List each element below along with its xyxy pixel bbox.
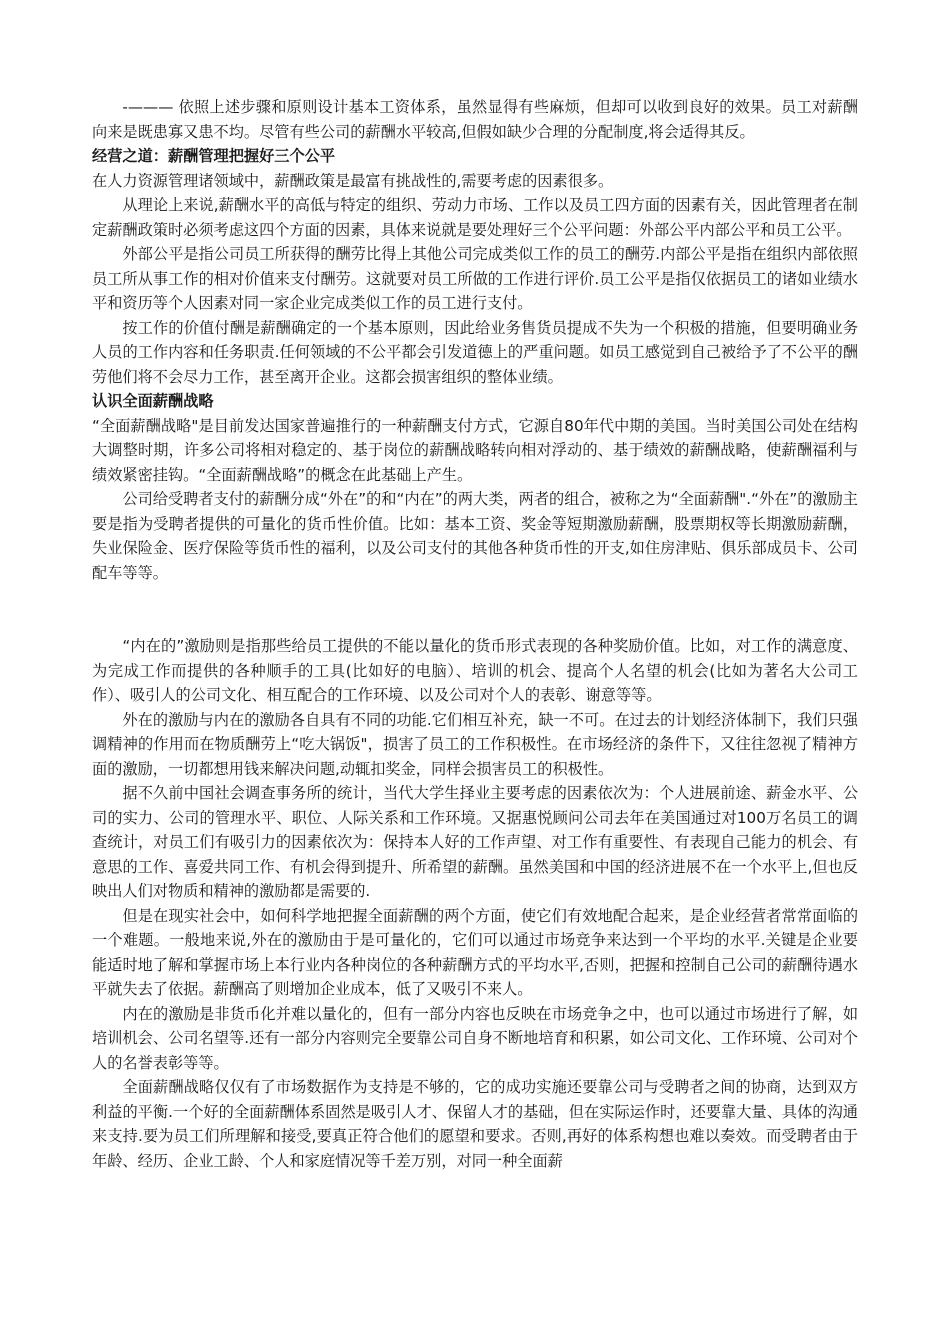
- paragraph-external-fair: 外部公平是指公司员工所获得的酬劳比得上其他公司完成类似工作的员工的酬劳.内部公平是指在组织内部依照员工所从事工作的相对价值来支付酬劳。这就要对员工所做的工作进行评价.员工公平是指仅依据员工的诸如业绩水平和资历等个人因素对同一家企业完成类似工作的员工进行支付。: [92, 245, 858, 312]
- blank-spacer: [92, 585, 858, 634]
- paragraph-pay-by-value: 按工作的价值付酬是薪酬确定的一个基本原则，因此给业务售货员提成不失为一个积极的措施，但要明确业务人员的工作内容和任务职责.任何领域的不公平都会引发道德上的严重问题。如员工感觉到自己被给予了不公平的酬劳他们将不会尽力工作，甚至离开企业。这都会损害组织的整体业绩。: [92, 318, 858, 386]
- paragraph-survey: 据不久前中国社会调查事务所的统计，当代大学生择业主要考虑的因素依次为：个人进展前途、薪金水平、公司的实力、公司的管理水平、职位、人际关系和工作环境。又据惠悦顾问公司去年在美国通过对100万名员工的调查统计，对员工们有吸引力的因素依次为：保持本人好的工作声望、对工作有重要性、有表现自己能力的机会、有意思的工作、喜爱共同工作、有机会得到提升、所希望的薪酬。虽然美国和中国的经济进展不在一个水平上,但也反映出人们对物质和精神的激励都是需要的.: [92, 784, 858, 900]
- paragraph-total-comp-def: “全面薪酬战略"是目前发达国家普遍推行的一种薪酬支付方式，它源自80年代中期的美国。当时美国公司处在结构大调整时期，许多公司将相对稳定的、基于岗位的薪酬战略转向相对浮动的、基于绩效的薪酬战略，使薪酬福利与绩效紧密挂钩。“全面薪酬战略”的概念在此基础上产生。: [92, 416, 858, 484]
- paragraph-hr-policy: 在人力资源管理诸领域中，薪酬政策是最富有挑战性的,需要考虑的因素很多。: [92, 171, 614, 190]
- paragraph-complementary: 外在的激励与内在的激励各自具有不同的功能.它们相互补充，缺一不可。在过去的计划经济体制下，我们只强调精神的作用而在物质酬劳上“吃大锅饭"，损害了员工的工作积极性。在市场经济的条件下，又往往忽视了精神方面的激励，一切都想用钱来解决问题,动辄扣奖金，同样会损害员工的积极性。: [92, 710, 858, 778]
- heading-total-comp: 认识全面薪酬战略: [92, 392, 214, 410]
- paragraph-negotiation: 全面薪酬战略仅仅有了市场数据作为支持是不够的，它的成功实施还要靠公司与受聘者之间的协商，达到双方利益的平衡.一个好的全面薪酬体系固然是吸引人才、保留人才的基础，但在实际运作时，还要靠大量、具体的沟通来支持.要为员工们所理解和接受,要真正符合他们的愿望和要求。否则,再好的体系构想也难以奏效。而受聘者由于年龄、经历、企业工龄、个人和家庭情况等千差万别，对同一种全面薪: [92, 1078, 858, 1170]
- heading-three-fairness: 经营之道：薪酬管理把握好三个公平: [92, 147, 335, 165]
- paragraph-theory: 从理论上来说,薪酬水平的高低与特定的组织、劳动力市场、工作以及员工四方面的因素有关，因此管理者在制定薪酬政策时必须考虑这四个方面的因素，具体来说就是要处理好三个公平问题：外部公平内部公平和员工公平。: [92, 196, 858, 239]
- paragraph-external-reward: 公司给受聘者支付的薪酬分成“外在”的和“内在”的两大类，两者的组合，被称之为“全面薪酬".“外在”的激励主要是指为受聘者提供的可量化的货币性价值。比如：基本工资、奖金等短期激励薪酬，股票期权等长期激励薪酬，失业保险金、医疗保险等货币性的福利，以及公司支付的其他各种货币性的开支,如住房津贴、俱乐部成员卡、公司配车等等。: [92, 490, 858, 582]
- paragraph-intro: -——— 依照上述步骤和原则设计基本工资体系，虽然显得有些麻烦，但却可以收到良好的效果。员工对薪酬向来是既患寡又患不均。尽管有些公司的薪酬水平较高,但假如缺少合理的分配制度,将会适得其反。: [92, 98, 858, 141]
- paragraph-internal-reward: “内在的”激励则是指那些给员工提供的不能以量化的货币形式表现的各种奖励价值。比如，对工作的满意度、为完成工作而提供的各种顺手的工具(比如好的电脑）、培训的机会、提高个人名望的机会(比如为著名大公司工作）、吸引人的公司文化、相互配合的工作环境、以及公司对个人的表彰、谢意等等。: [92, 637, 858, 704]
- paragraph-internal-nonmonetary: 内在的激励是非货币化并难以量化的，但有一部分内容也反映在市场竞争之中，也可以通过市场进行了解，如培训机会、公司名望等.还有一部分内容则完全要靠公司自身不断地培育和积累，如公司文化、工作环境、公司对个人的名誉表彰等等。: [92, 1004, 858, 1072]
- paragraph-challenge: 但是在现实社会中，如何科学地把握全面薪酬的两个方面，使它们有效地配合起来，是企业经营者常常面临的一个难题。一般地来说,外在的激励由于是可量化的，它们可以通过市场竞争来达到一个平均的水平.关键是企业要能适时地了解和掌握市场上本行业内各种岗位的各种薪酬方式的平均水平,否则，把握和控制自己公司的薪酬待遇水平就失去了依据。薪酬高了则增加企业成本，低了又吸引不来人。: [92, 906, 858, 998]
